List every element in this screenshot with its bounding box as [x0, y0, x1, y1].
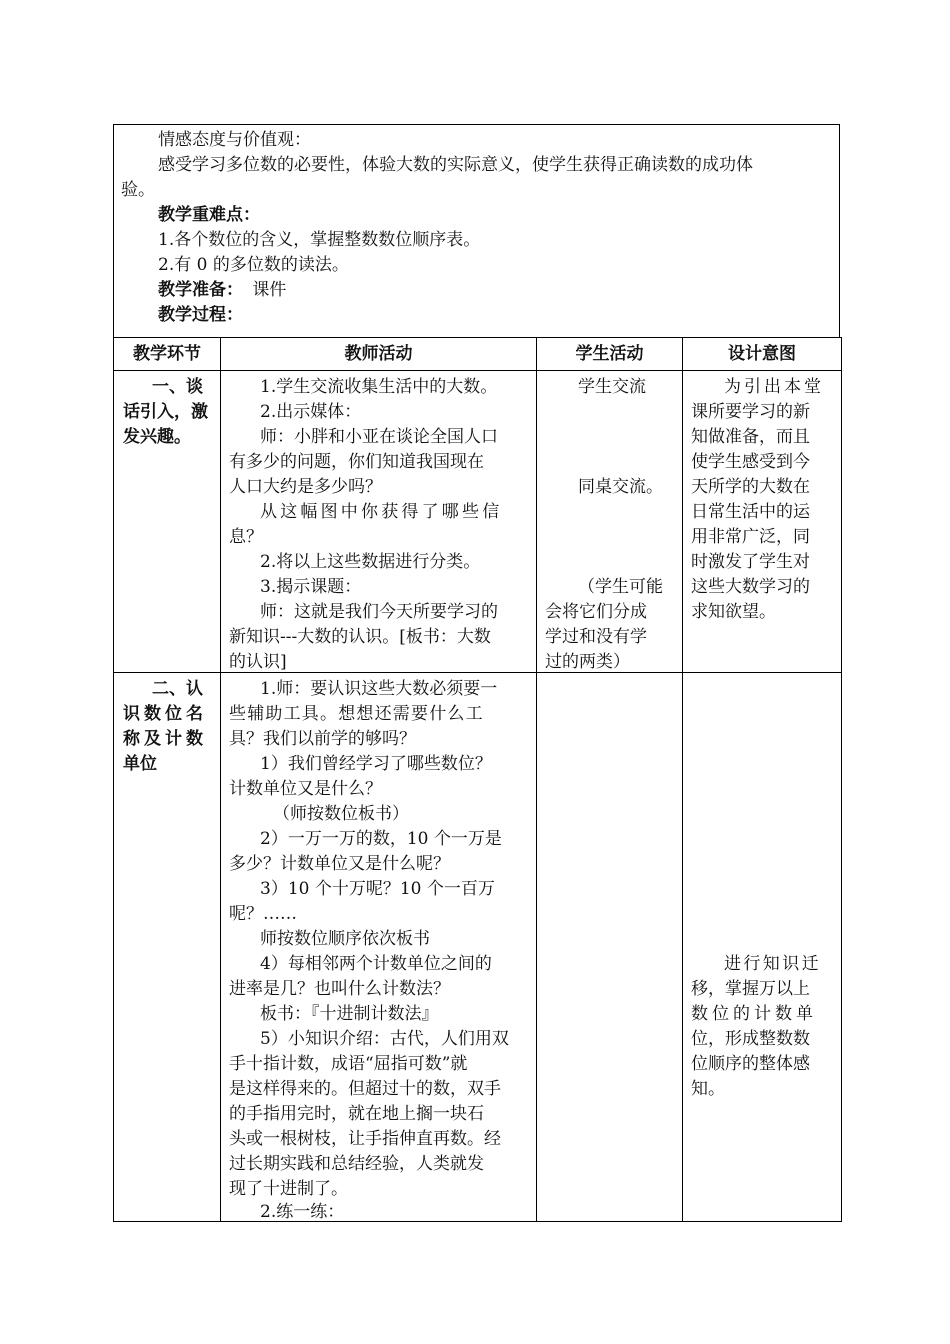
teacher-line: 5）小知识介绍：古代，人们用双 — [260, 1029, 509, 1049]
intent-line: 知。 — [691, 1079, 725, 1099]
key-point-2: 2.有 0 的多位数的读法。 — [158, 255, 349, 275]
teacher-line: 多少？计数单位又是什么呢？ — [229, 854, 450, 874]
intent-line: 数位的计数单 — [691, 1004, 817, 1024]
teacher-line: 2.出示媒体： — [260, 402, 362, 422]
teacher-line: 2.将以上这些数据进行分类。 — [260, 552, 481, 572]
teacher-line: 师按数位顺序依次板书 — [260, 929, 430, 949]
key-point-1: 1.各个数位的含义，掌握整数数位顺序表。 — [158, 230, 481, 250]
intent-line: 位，形成整数数 — [691, 1029, 810, 1049]
teacher-line: 手十指计数，成语“屈指可数”就 — [229, 1054, 468, 1074]
lesson-table — [113, 337, 842, 1222]
teacher-line: 计数单位又是什么？ — [229, 779, 382, 799]
stage-line: 一、谈 — [152, 377, 203, 397]
intent-line: 时激发了学生对 — [691, 552, 810, 572]
preparation-line — [158, 277, 286, 303]
table-row — [114, 673, 842, 1222]
teacher-line: 具？我们以前学的够吗？ — [229, 729, 416, 749]
student-cell — [537, 371, 683, 673]
intent-line: 日常生活中的运 — [691, 502, 810, 522]
table-header-row — [114, 338, 842, 371]
intent-cell — [683, 371, 842, 673]
teacher-line: 头或一根树枝，让手指伸直再数。经 — [229, 1129, 501, 1149]
teacher-line: 从这幅图中你获得了哪些信 — [260, 502, 503, 522]
teacher-line: 有多少的问题，你们知道我国现在 — [229, 452, 484, 472]
teacher-line: 板书：『十进制计数法』 — [260, 1004, 439, 1024]
header-teacher: 教师活动 — [221, 338, 537, 371]
intent-line: 使学生感受到今 — [691, 452, 810, 472]
student-cell — [537, 673, 683, 1222]
teacher-line: （师按数位板书） — [273, 804, 409, 824]
stage-line: 话引入，激 — [123, 402, 208, 422]
table-row — [114, 371, 842, 673]
teacher-line: 3.揭示课题： — [260, 577, 362, 597]
header-student: 学生活动 — [537, 338, 683, 371]
process-heading: 教学过程： — [158, 305, 243, 325]
intent-line: 求知欲望。 — [691, 602, 776, 622]
teacher-line: 1.师：要认识这些大数必须要一 — [260, 679, 498, 699]
emotion-text: 感受学习多位数的必要性，体验大数的实际意义，使学生获得正确读数的成功体 — [158, 155, 753, 175]
teacher-line: 新知识---大数的认识。[板书：大数 — [229, 627, 491, 647]
header-stage: 教学环节 — [114, 338, 221, 371]
teacher-line: 1.学生交流收集生活中的大数。 — [260, 377, 498, 397]
student-line: 学生交流 — [578, 377, 646, 397]
header-intent: 设计意图 — [683, 338, 842, 371]
teacher-line: 过长期实践和总结经验，人类就发 — [229, 1154, 484, 1174]
intent-line: 这些大数学习的 — [691, 577, 810, 597]
preparation-heading: 教学准备： — [158, 280, 243, 300]
teacher-line: 4）每相邻两个计数单位之间的 — [260, 954, 492, 974]
teacher-line: 是这样得来的。但超过十的数，双手 — [229, 1079, 501, 1099]
student-line: 同桌交流。 — [578, 477, 663, 497]
teacher-line: 人口大约是多少吗？ — [229, 477, 382, 497]
intent-line: 知做准备，而且 — [691, 427, 810, 447]
teacher-line: 些辅助工具。想想还需要什么工 — [229, 704, 484, 724]
teacher-cell — [221, 371, 537, 673]
stage-line: 识数位名 — [123, 704, 207, 724]
stage-cell — [114, 371, 221, 673]
intent-line: 移，掌握万以上 — [691, 979, 810, 999]
intent-line: 课所要学习的新 — [691, 402, 810, 422]
stage-line: 二、认 — [152, 679, 203, 699]
teacher-line: 2）一万一万的数，10 个一万是 — [260, 829, 502, 849]
key-points-heading: 教学重难点： — [158, 205, 260, 225]
teacher-line: 的认识] — [229, 652, 287, 672]
intent-line: 进行知识迁 — [724, 954, 821, 974]
stage-line: 称及计数 — [123, 729, 207, 749]
teacher-line: 的手指用完时，就在地上搁一块石 — [229, 1104, 484, 1124]
teacher-line: 2.练一练： — [260, 1202, 345, 1222]
student-line: 会将它们分成 — [545, 602, 647, 622]
intent-line: 位顺序的整体感 — [691, 1054, 810, 1074]
teacher-cell — [221, 673, 537, 1222]
teacher-line: 进率是几？也叫什么计数法？ — [229, 979, 450, 999]
intent-line: 天所学的大数在 — [691, 477, 810, 497]
stage-line: 单位 — [123, 754, 157, 774]
teacher-line: 师：这就是我们今天所要学习的 — [260, 602, 498, 622]
stage-cell — [114, 673, 221, 1222]
objectives-box — [113, 124, 840, 338]
preparation-value: 课件 — [252, 280, 287, 300]
intent-line: 为引出本堂 — [724, 377, 824, 397]
emotion-heading: 情感态度与价值观： — [158, 130, 311, 150]
student-line: 学过和没有学 — [545, 627, 647, 647]
emotion-text-end: 验。 — [121, 180, 155, 200]
intent-cell — [683, 673, 842, 1222]
teacher-line: 1）我们曾经学习了哪些数位？ — [260, 754, 492, 774]
teacher-line: 师：小胖和小亚在谈论全国人口 — [260, 427, 498, 447]
intent-line: 用非常广泛，同 — [691, 527, 810, 547]
student-line: （学生可能 — [578, 577, 663, 597]
stage-line: 发兴趣。 — [123, 427, 191, 447]
student-line: 过的两类） — [545, 652, 630, 672]
teacher-line: 呢？…… — [229, 904, 297, 924]
teacher-line: 现了十进制了。 — [229, 1179, 348, 1199]
teacher-line: 3）10 个十万呢？10 个一百万 — [260, 879, 495, 899]
teacher-line: 息？ — [229, 527, 263, 547]
